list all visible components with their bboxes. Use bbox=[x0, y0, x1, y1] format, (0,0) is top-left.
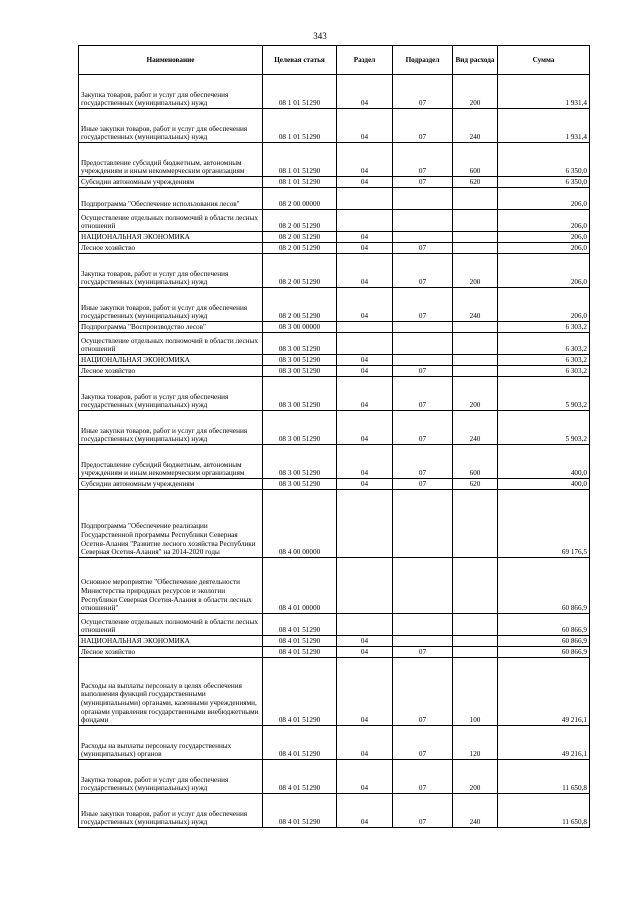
cell-subsection: 07 bbox=[393, 177, 453, 188]
cell-name bbox=[79, 760, 263, 794]
table-row bbox=[79, 143, 590, 177]
cell-type bbox=[453, 636, 498, 647]
cell-sum: 49 216,1 bbox=[498, 726, 590, 760]
cell-name bbox=[79, 288, 263, 322]
cell-section: 04 bbox=[337, 636, 393, 647]
table-row bbox=[79, 614, 590, 636]
table-row bbox=[79, 647, 590, 658]
cell-sum: 206,0 bbox=[498, 243, 590, 254]
cell-section: 04 bbox=[337, 366, 393, 377]
table-row bbox=[79, 232, 590, 243]
cell-subsection: 07 bbox=[393, 658, 453, 726]
cell-target: 08 4 00 00000 bbox=[263, 490, 337, 558]
cell-section: 04 bbox=[337, 411, 393, 445]
row-name-text: Подпрограмма "Обеспечение использования лесов" bbox=[81, 200, 240, 209]
cell-target: 08 4 01 51290 bbox=[263, 647, 337, 658]
cell-subsection: 07 bbox=[393, 760, 453, 794]
cell-subsection: 07 bbox=[393, 794, 453, 828]
cell-sum: 5 903,2 bbox=[498, 411, 590, 445]
page-number: 343 bbox=[313, 31, 327, 41]
cell-target: 08 1 01 51290 bbox=[263, 143, 337, 177]
row-name-text: НАЦИОНАЛЬНАЯ ЭКОНОМИКА bbox=[81, 233, 190, 242]
cell-type bbox=[453, 232, 498, 243]
cell-subsection: 07 bbox=[393, 366, 453, 377]
cell-target: 08 1 01 51290 bbox=[263, 177, 337, 188]
cell-section: 04 bbox=[337, 243, 393, 254]
cell-type: 600 bbox=[453, 445, 498, 479]
cell-type bbox=[453, 366, 498, 377]
cell-sum: 60 866,9 bbox=[498, 636, 590, 647]
cell-name bbox=[79, 109, 263, 143]
cell-target: 08 3 00 00000 bbox=[263, 322, 337, 333]
cell-section: 04 bbox=[337, 377, 393, 411]
cell-subsection bbox=[393, 636, 453, 647]
cell-subsection: 07 bbox=[393, 726, 453, 760]
cell-type bbox=[453, 614, 498, 636]
table-body bbox=[79, 75, 590, 828]
cell-section: 04 bbox=[337, 794, 393, 828]
row-name-text: Осуществление отдельных полномочий в области лесных отношений bbox=[81, 336, 258, 354]
table-row bbox=[79, 794, 590, 828]
table-row bbox=[79, 411, 590, 445]
cell-section: 04 bbox=[337, 647, 393, 658]
table-row bbox=[79, 210, 590, 232]
cell-sum: 6 303,2 bbox=[498, 333, 590, 355]
cell-section: 04 bbox=[337, 726, 393, 760]
cell-section: 04 bbox=[337, 75, 393, 109]
header-row bbox=[79, 46, 590, 75]
cell-sum: 6 303,2 bbox=[498, 366, 590, 377]
cell-name bbox=[79, 445, 263, 479]
cell-type: 200 bbox=[453, 760, 498, 794]
cell-name bbox=[79, 558, 263, 614]
table-row bbox=[79, 109, 590, 143]
cell-name bbox=[79, 411, 263, 445]
cell-sum: 206,0 bbox=[498, 232, 590, 243]
cell-type: 200 bbox=[453, 254, 498, 288]
cell-section: 04 bbox=[337, 355, 393, 366]
cell-target: 08 3 00 51290 bbox=[263, 445, 337, 479]
row-name-text: Осуществление отдельных полномочий в области лесных отношений bbox=[81, 617, 258, 635]
cell-name bbox=[79, 614, 263, 636]
cell-type: 200 bbox=[453, 75, 498, 109]
row-name-text: Закупка товаров, работ и услуг для обеспечения государственных (муниципальных) нужд bbox=[81, 269, 229, 287]
cell-type: 240 bbox=[453, 109, 498, 143]
cell-subsection: 07 bbox=[393, 254, 453, 288]
table-row bbox=[79, 445, 590, 479]
cell-target: 08 2 00 51290 bbox=[263, 254, 337, 288]
row-name-text: Подпрограмма "Обеспечение реализации Государственной программы Республики Северная Осетия-Алания "Развитие лесного хозяйства Республики Северная Осетия-Алания" на 2014-2020 годы bbox=[81, 522, 256, 557]
cell-type bbox=[453, 558, 498, 614]
cell-name bbox=[79, 210, 263, 232]
row-name-text: Подпрограмма "Воспроизводство лесов" bbox=[81, 323, 206, 332]
cell-target: 08 3 00 51290 bbox=[263, 479, 337, 490]
cell-section bbox=[337, 188, 393, 210]
cell-target: 08 3 00 51290 bbox=[263, 333, 337, 355]
cell-sum: 206,0 bbox=[498, 188, 590, 210]
cell-subsection: 07 bbox=[393, 109, 453, 143]
cell-name bbox=[79, 479, 263, 490]
cell-section: 04 bbox=[337, 288, 393, 322]
row-name-text: Закупка товаров, работ и услуг для обеспечения государственных (муниципальных) нужд bbox=[81, 392, 229, 410]
cell-section: 04 bbox=[337, 109, 393, 143]
cell-target: 08 2 00 51290 bbox=[263, 243, 337, 254]
cell-sum: 6 350,0 bbox=[498, 143, 590, 177]
cell-sum: 11 650,8 bbox=[498, 760, 590, 794]
row-name-text: Субсидии автономным учреждениям bbox=[81, 480, 195, 489]
row-name-text: НАЦИОНАЛЬНАЯ ЭКОНОМИКА bbox=[81, 356, 190, 365]
cell-subsection: 07 bbox=[393, 243, 453, 254]
cell-name bbox=[79, 75, 263, 109]
cell-name bbox=[79, 794, 263, 828]
cell-subsection bbox=[393, 558, 453, 614]
row-name-text: Осуществление отдельных полномочий в области лесных отношений bbox=[81, 213, 258, 231]
row-name-text: Лесное хозяйство bbox=[81, 367, 136, 376]
cell-subsection: 07 bbox=[393, 143, 453, 177]
cell-target: 08 2 00 51290 bbox=[263, 210, 337, 232]
cell-sum: 6 303,2 bbox=[498, 322, 590, 333]
cell-target: 08 4 01 51290 bbox=[263, 658, 337, 726]
cell-sum: 400,0 bbox=[498, 445, 590, 479]
cell-target: 08 4 01 51290 bbox=[263, 614, 337, 636]
cell-subsection: 07 bbox=[393, 479, 453, 490]
cell-name bbox=[79, 366, 263, 377]
cell-type bbox=[453, 333, 498, 355]
cell-target: 08 1 01 51290 bbox=[263, 109, 337, 143]
cell-subsection: 07 bbox=[393, 411, 453, 445]
cell-sum: 1 931,4 bbox=[498, 109, 590, 143]
cell-sum: 60 866,9 bbox=[498, 558, 590, 614]
cell-section bbox=[337, 333, 393, 355]
cell-type bbox=[453, 647, 498, 658]
cell-target: 08 4 01 00000 bbox=[263, 558, 337, 614]
cell-name bbox=[79, 377, 263, 411]
cell-type: 600 bbox=[453, 143, 498, 177]
row-name-text: Иные закупки товаров, работ и услуг для обеспечения государственных (муниципальных) нужд bbox=[81, 809, 248, 827]
cell-name bbox=[79, 490, 263, 558]
cell-subsection bbox=[393, 614, 453, 636]
cell-target: 08 2 00 51290 bbox=[263, 232, 337, 243]
header-sum: Сумма bbox=[498, 46, 590, 75]
header-subsection: Подраздел bbox=[393, 46, 453, 75]
row-name-text: Иные закупки товаров, работ и услуг для обеспечения государственных (муниципальных) нужд bbox=[81, 426, 248, 444]
cell-sum: 206,0 bbox=[498, 254, 590, 288]
budget-table bbox=[78, 45, 590, 828]
cell-type bbox=[453, 322, 498, 333]
header-target: Целевая статья bbox=[263, 46, 337, 75]
cell-sum: 6 303,2 bbox=[498, 355, 590, 366]
cell-type bbox=[453, 355, 498, 366]
cell-section bbox=[337, 490, 393, 558]
row-name-text: Закупка товаров, работ и услуг для обеспечения государственных (муниципальных) нужд bbox=[81, 90, 229, 108]
cell-subsection bbox=[393, 333, 453, 355]
cell-sum: 60 866,9 bbox=[498, 647, 590, 658]
table-row bbox=[79, 254, 590, 288]
cell-type bbox=[453, 188, 498, 210]
cell-type bbox=[453, 243, 498, 254]
cell-section bbox=[337, 322, 393, 333]
row-name-text: Расходы на выплаты персоналу государственных (муниципальных) органов bbox=[81, 741, 232, 759]
cell-name bbox=[79, 177, 263, 188]
cell-sum: 206,0 bbox=[498, 210, 590, 232]
cell-target: 08 2 00 51290 bbox=[263, 288, 337, 322]
table-row bbox=[79, 558, 590, 614]
cell-target: 08 4 01 51290 bbox=[263, 636, 337, 647]
cell-section bbox=[337, 210, 393, 232]
table-row bbox=[79, 177, 590, 188]
cell-sum: 6 350,0 bbox=[498, 177, 590, 188]
cell-type: 620 bbox=[453, 479, 498, 490]
cell-target: 08 4 01 51290 bbox=[263, 794, 337, 828]
cell-name bbox=[79, 243, 263, 254]
cell-sum: 1 931,4 bbox=[498, 75, 590, 109]
cell-target: 08 2 00 00000 bbox=[263, 188, 337, 210]
table-row bbox=[79, 658, 590, 726]
cell-name bbox=[79, 188, 263, 210]
cell-target: 08 3 00 51290 bbox=[263, 411, 337, 445]
table-row bbox=[79, 760, 590, 794]
cell-section: 04 bbox=[337, 143, 393, 177]
cell-subsection bbox=[393, 210, 453, 232]
cell-target: 08 4 01 51290 bbox=[263, 726, 337, 760]
cell-subsection bbox=[393, 355, 453, 366]
cell-sum: 206,0 bbox=[498, 288, 590, 322]
cell-section: 04 bbox=[337, 254, 393, 288]
cell-name bbox=[79, 647, 263, 658]
row-name-text: Субсидии автономным учреждениям bbox=[81, 178, 195, 187]
row-name-text: Предоставление субсидий бюджетным, автономным учреждениям и иным некоммерческим организациям bbox=[81, 158, 245, 176]
cell-sum: 400,0 bbox=[498, 479, 590, 490]
cell-type: 240 bbox=[453, 288, 498, 322]
cell-name bbox=[79, 333, 263, 355]
cell-section: 04 bbox=[337, 177, 393, 188]
row-name-text: Расходы на выплаты персоналу в целях обеспечения выполнения функций государственными (муниципальными) органами, казенными учреждениями, органами управления государственными внебюджетными фондами bbox=[81, 681, 259, 725]
table-row bbox=[79, 243, 590, 254]
cell-subsection: 07 bbox=[393, 75, 453, 109]
cell-target: 08 3 00 51290 bbox=[263, 355, 337, 366]
cell-target: 08 1 01 51290 bbox=[263, 75, 337, 109]
cell-section bbox=[337, 558, 393, 614]
table-row bbox=[79, 355, 590, 366]
table-row bbox=[79, 366, 590, 377]
cell-type: 120 bbox=[453, 726, 498, 760]
cell-type: 240 bbox=[453, 794, 498, 828]
cell-subsection bbox=[393, 490, 453, 558]
table-row bbox=[79, 288, 590, 322]
table-row bbox=[79, 377, 590, 411]
cell-name bbox=[79, 232, 263, 243]
row-name-text: НАЦИОНАЛЬНАЯ ЭКОНОМИКА bbox=[81, 637, 190, 646]
row-name-text: Основное мероприятие "Обеспечение деятельности Министерства природных ресурсов и экологии Республики Северная Осетия-Алания в области лесных отношений" bbox=[81, 578, 252, 613]
cell-name bbox=[79, 726, 263, 760]
cell-sum: 49 216,1 bbox=[498, 658, 590, 726]
header-type: Вид расхода bbox=[453, 46, 498, 75]
cell-sum: 5 903,2 bbox=[498, 377, 590, 411]
cell-subsection bbox=[393, 188, 453, 210]
cell-sum: 60 866,9 bbox=[498, 614, 590, 636]
cell-name bbox=[79, 322, 263, 333]
cell-sum: 11 650,8 bbox=[498, 794, 590, 828]
header-section: Раздел bbox=[337, 46, 393, 75]
cell-type: 100 bbox=[453, 658, 498, 726]
row-name-text: Предоставление субсидий бюджетным, автономным учреждениям и иным некоммерческим организациям bbox=[81, 460, 245, 478]
cell-sum: 69 176,5 bbox=[498, 490, 590, 558]
table-row bbox=[79, 322, 590, 333]
row-name-text: Закупка товаров, работ и услуг для обеспечения государственных (муниципальных) нужд bbox=[81, 775, 229, 793]
table-row bbox=[79, 726, 590, 760]
cell-subsection: 07 bbox=[393, 445, 453, 479]
cell-type: 240 bbox=[453, 411, 498, 445]
cell-name bbox=[79, 636, 263, 647]
row-name-text: Иные закупки товаров, работ и услуг для обеспечения государственных (муниципальных) нужд bbox=[81, 303, 248, 321]
cell-name bbox=[79, 355, 263, 366]
cell-section: 04 bbox=[337, 760, 393, 794]
header-name: Наименование bbox=[79, 46, 263, 75]
row-name-text: Иные закупки товаров, работ и услуг для обеспечения государственных (муниципальных) нужд bbox=[81, 124, 248, 142]
table-row bbox=[79, 479, 590, 490]
cell-type bbox=[453, 490, 498, 558]
cell-section: 04 bbox=[337, 479, 393, 490]
table-row bbox=[79, 333, 590, 355]
cell-type: 200 bbox=[453, 377, 498, 411]
cell-type bbox=[453, 210, 498, 232]
cell-subsection: 07 bbox=[393, 377, 453, 411]
cell-section bbox=[337, 614, 393, 636]
cell-section: 04 bbox=[337, 232, 393, 243]
cell-target: 08 3 00 51290 bbox=[263, 377, 337, 411]
cell-subsection bbox=[393, 322, 453, 333]
cell-subsection: 07 bbox=[393, 647, 453, 658]
cell-subsection bbox=[393, 232, 453, 243]
cell-name bbox=[79, 143, 263, 177]
table-row bbox=[79, 636, 590, 647]
cell-type: 620 bbox=[453, 177, 498, 188]
row-name-text: Лесное хозяйство bbox=[81, 648, 136, 657]
cell-name bbox=[79, 658, 263, 726]
cell-section: 04 bbox=[337, 445, 393, 479]
cell-subsection: 07 bbox=[393, 288, 453, 322]
cell-section: 04 bbox=[337, 658, 393, 726]
table-row bbox=[79, 75, 590, 109]
table-row bbox=[79, 490, 590, 558]
table-row bbox=[79, 188, 590, 210]
row-name-text: Лесное хозяйство bbox=[81, 244, 136, 253]
cell-target: 08 4 01 51290 bbox=[263, 760, 337, 794]
cell-name bbox=[79, 254, 263, 288]
cell-target: 08 3 00 51290 bbox=[263, 366, 337, 377]
